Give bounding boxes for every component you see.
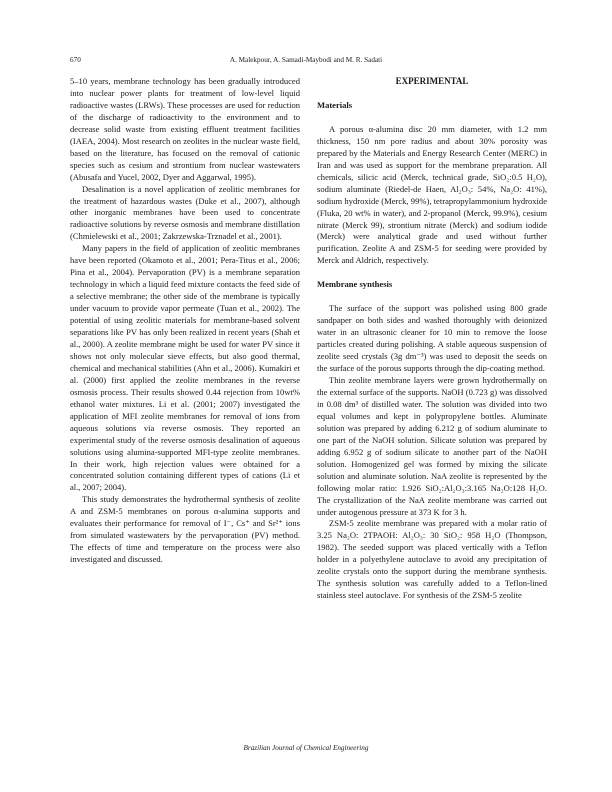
left-column xyxy=(70,76,300,566)
journal-footer: Brazilian Journal of Chemical Engineering xyxy=(243,744,369,752)
paragraph: A porous α-alumina disc 20 mm diameter, with 1.2 mm thickness, 150 nm pore radius and about 30% porosity was prepared by the Materials and Energy Research Center (MERC) in Iran and was used as support for the membrane preparation. All chemicals, silicic acid (Merck, technical grade, SiO₂:0.5 H₂O), sodium aluminate (Riedel-de Haen, Al₂O₃: 54%, Na₂O: 41%), sodium hydroxide (Merck, 99%), tetrapropylammonium hydroxide (Fluka, 20 wt% in water), and 2-propanol (Merck, 99.9%), cesium nitrate (Merck 99), strontium nitrate (Merck) and sodium iodide (Merck) were analytical grade and used without further purification. Zeolite A and ZSM-5 for seeding were provided by Merck and Aldrich, respectively. xyxy=(317,123,547,266)
subsection-heading-materials: Materials xyxy=(317,99,353,110)
paragraph: This study demonstrates the hydrothermal synthesis of zeolite A and ZSM-5 membranes on porous α-alumina supports and evaluates their performance for removal of I⁻, Cs⁺ and Sr²⁺ ions from simulated wastewaters by the pervaporation (PV) method. The effects of time and temperature on the process were also investigated and discussed. xyxy=(70,494,300,565)
right-column xyxy=(317,76,547,602)
paragraph: ZSM-5 zeolite membrane was prepared with a molar ratio of 3.25 Na₂O: 2TPAOH: Al₂O₃: 30 SiO₂: 958 H₂O (Thompson, 1982). The seeded support was placed vertically with a Teflon holder in a polyethylene autoclave to avoid any precipitation of zeolite crystals onto the support during the membrane synthesis. The synthesis solution was carefully added to a Teflon-lined stainless steel autoclave. For synthesis of the ZSM-5 zeolite xyxy=(317,518,547,601)
running-header-authors: A. Malekpour, A. Samadi-Maybodi and M. R. Sadati xyxy=(229,56,383,64)
paragraph: 5–10 years, membrane technology has been gradually introduced into nuclear power plants for treatment of low-level liquid radioactive wastes (LRWs). These processes are used for reduction of the discharge of radioactivity to the environment and to decrease solid waste from existing effluent treatment facilities (IAEA, 2004). Most research on zeolites in the nuclear waste field, based on the literature, has focused on the removal of cationic species such as cesium and strontium from nuclear wastewaters (Abusafa and Yucel, 2002, Dyer and Aggarwal, 1995). xyxy=(70,76,300,182)
paragraph: The surface of the support was polished using 800 grade sandpaper on both sides and washed thoroughly with deionized water in an ultrasonic cleaner for 10 min to remove the loose particles created during polishing. A stable aqueous suspension of zeolite seed crystals (3g dm⁻³) was used to deposit the seeds on the surface of the porous supports through the dip-coating method. xyxy=(317,303,547,374)
paragraph: Many papers in the field of application of zeolitic membranes have been reported (Okamoto et al., 2001; Pera-Titus et al., 2006; Pina et al., 2004). Pervaporation (PV) is a membrane separation technology in which a liquid feed mixture contacts the feed side of a selective membrane; the other side of the membrane is typically under vacuum to provide vapor permeate (Tuan et al., 2002). The potential of using zeolitic materials for membrane-based solvent separations like PV has only been realized in recent years (Shah et al., 2000). A zeolite membrane might be used for water PV since it shows not only molecular sieve effects, but also good thermal, chemical and mechanical stabilities (Ahn et al., 2006). Kumakiri et al. (2000) first applied the zeolite membranes in the reverse osmosis process. Their results showed 0.44 rejection from 10wt% ethanol water mixtures. Li et al. (2001; 2007) investigated the application of MFI zeolite membranes for removal of ions from aqueous solutions via reverse osmosis. They reported an experimental study of the reverse osmosis desalination of aqueous solutions using alumina-supported MFI-type zeolite membranes. In their work, high rejection values were obtained for a concentrated solution containing different types of cations (Li et al., 2007; 2004). xyxy=(70,243,300,493)
paragraph: Desalination is a novel application of zeolitic membranes for the treatment of hazardous wastes (Duke et al., 2007), although other inorganic membranes have been used to concentrate radioactive solutions by reverse osmosis and membrane distillation (Chmielewski et al., 2001; Zakrzewska-Trznadel et al., 2001). xyxy=(70,183,300,242)
section-title-experimental: EXPERIMENTAL xyxy=(395,76,469,86)
page-number: 670 xyxy=(70,56,81,64)
paragraph: Thin zeolite membrane layers were grown hydrothermally on the external surface of the supports. NaOH (0.723 g) was dissolved in 0.08 dm³ of distilled water. The solution was divided into two equal volumes and kept in polypropylene bottles. Aluminate solution was prepared by adding 6.212 g of sodium aluminate to one part of the NaOH solution. Silicate solution was prepared by adding 6.952 g of sodium silicate to another part of the NaOH solution. Homogenized gel was formed by mixing the silicate solution and aluminate solution. NaA zeolite is represented by the following molar ratio: 1.926 SiO₂:Al₂O₃:3.165 Na₂O:128 H₂O. The crystallization of the NaA zeolite membrane was carried out under autogenous pressure at 373 K for 3 h. xyxy=(317,375,547,517)
spacer xyxy=(317,267,547,279)
subsection-heading-membrane-synthesis: Membrane synthesis xyxy=(317,279,393,290)
